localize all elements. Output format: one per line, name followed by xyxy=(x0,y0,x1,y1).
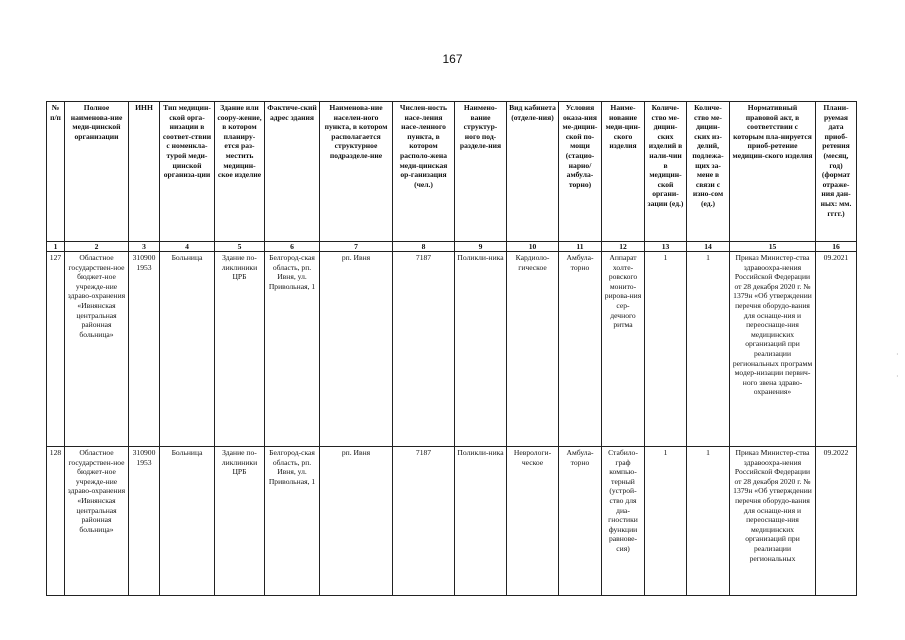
purchase-date: 09.2022 xyxy=(816,447,857,596)
medical-equipment-table xyxy=(46,101,857,596)
column-number: 4 xyxy=(160,242,215,252)
column-number: 6 xyxy=(265,242,320,252)
building: Здание по-ликлиники ЦРБ xyxy=(215,252,265,447)
settlement: рп. Ивня xyxy=(320,447,393,596)
organization-name: Областное государствен-ное бюджет-ное учрежде-ние здраво-охранения «Ивнянская центральная районная больница» xyxy=(65,447,129,596)
population: 7187 xyxy=(393,447,455,596)
table-row xyxy=(47,252,857,447)
row-number: 128 xyxy=(47,447,65,596)
care-conditions: Амбула-торно xyxy=(559,447,602,596)
column-number: 8 xyxy=(393,242,455,252)
purchase-date: 09.2021 xyxy=(816,252,857,447)
devices-to-replace: 1 xyxy=(687,252,730,447)
column-number: 15 xyxy=(730,242,816,252)
care-conditions: Амбула-торно xyxy=(559,252,602,447)
header-cell: Полное наименова-ние меди-цинской организации xyxy=(65,102,129,242)
column-number: 5 xyxy=(215,242,265,252)
building: Здание по-ликлиники ЦРБ xyxy=(215,447,265,596)
column-numbers-row xyxy=(47,242,857,252)
page-number: 167 xyxy=(442,52,463,66)
column-number: 9 xyxy=(455,242,507,252)
header-cell: Вид кабинета (отделе-ния) xyxy=(507,102,559,242)
cabinet-type: Неврологи-ческое xyxy=(507,447,559,596)
devices-available: 1 xyxy=(645,447,687,596)
settlement: рп. Ивня xyxy=(320,252,393,447)
row-number: 127 xyxy=(47,252,65,447)
organization-name: Областное государствен-ное бюджет-ное учрежде-ние здраво-охранения «Ивнянская центральная районная больница» xyxy=(65,252,129,447)
organization-type: Больница xyxy=(160,447,215,596)
population: 7187 xyxy=(393,252,455,447)
header-cell: ИНН xyxy=(129,102,160,242)
header-cell: № п/п xyxy=(47,102,65,242)
scan-mark: · xyxy=(896,372,899,381)
column-number: 3 xyxy=(129,242,160,252)
header-cell: Тип медицин-ской орга-низации в соответ-ствии с номенкла-турой меди-цинской организа-ции xyxy=(160,102,215,242)
column-number: 14 xyxy=(687,242,730,252)
header-cell: Наименова-ние населен-ного пункта, в котором располагается структурное подразделе-ние xyxy=(320,102,393,242)
column-number: 7 xyxy=(320,242,393,252)
header-cell: Плани-руемая дата приоб-ретения (месяц, год) (формат отраже-ния дан-ных: мм. гггг.) xyxy=(816,102,857,242)
table-row xyxy=(47,447,857,596)
column-number: 1 xyxy=(47,242,65,252)
address: Белгород-ская область, рп. Ивня, ул. Привольная, 1 xyxy=(265,252,320,447)
column-number: 10 xyxy=(507,242,559,252)
header-cell: Наиме-нование меди-цин-ского изделия xyxy=(602,102,645,242)
header-cell: Наимено-вание структур-ного под-разделе-ния xyxy=(455,102,507,242)
header-cell: Фактиче-ский адрес здания xyxy=(265,102,320,242)
device-name: Стабило-граф компью-терный (устрой-ство для диа-гностики функции равнове-сия) xyxy=(602,447,645,596)
scan-mark: · xyxy=(896,350,899,359)
devices-to-replace: 1 xyxy=(687,447,730,596)
column-number: 2 xyxy=(65,242,129,252)
header-cell: Нормативный правовой акт, в соответствии с которым пла-нируется приоб-ретение медицин-ского изделия xyxy=(730,102,816,242)
legal-act: Приказ Министер-ства здравоохра-нения Российской Федерации от 28 декабря 2020 г. № 1379н «Об утверждении перечня оборудо-вания для оснаще-ния и переоснаще-ния медицинских организаций при реализации региональных xyxy=(730,447,816,596)
legal-act: Приказ Министер-ства здравоохра-нения Российской Федерации от 28 декабря 2020 г. № 1379н «Об утверждении перечня оборудо-вания для оснаще-ния и переоснаще-ния медицинских организаций при реализации региональных программ модер-низации первич-ного звена здраво-охранения» xyxy=(730,252,816,447)
header-cell: Здание или соору-жение, в котором планиру-ется раз-местить медицин-ское изделие xyxy=(215,102,265,242)
cabinet-type: Кардиоло-гическое xyxy=(507,252,559,447)
inn: 310900 1953 xyxy=(129,252,160,447)
subdivision: Поликли-ника xyxy=(455,447,507,596)
header-cell: Количе-ство ме-дицин-ских изделий в нали-чии в медицин-ской органи-зации (ед.) xyxy=(645,102,687,242)
device-name: Аппарат холте-ровского монито-рирова-ния сер-дечного ритма xyxy=(602,252,645,447)
inn: 310900 1953 xyxy=(129,447,160,596)
header-cell: Количе-ство ме-дицин-ских из-делий, подлежа-щих за-мене в связи с изно-сом (ед.) xyxy=(687,102,730,242)
subdivision: Поликли-ника xyxy=(455,252,507,447)
column-number: 12 xyxy=(602,242,645,252)
address: Белгород-ская область, рп. Ивня, ул. Привольная, 1 xyxy=(265,447,320,596)
table-header-row xyxy=(47,102,857,242)
devices-available: 1 xyxy=(645,252,687,447)
header-cell: Условия оказа-ния ме-дицин-ской по-мощи (стацио-нарно/ амбула-торно) xyxy=(559,102,602,242)
column-number: 16 xyxy=(816,242,857,252)
organization-type: Больница xyxy=(160,252,215,447)
column-number: 13 xyxy=(645,242,687,252)
column-number: 11 xyxy=(559,242,602,252)
header-cell: Числен-ность насе-ления насе-ленного пункта, в котором располо-жена меди-цинская ор-ганизация (чел.) xyxy=(393,102,455,242)
